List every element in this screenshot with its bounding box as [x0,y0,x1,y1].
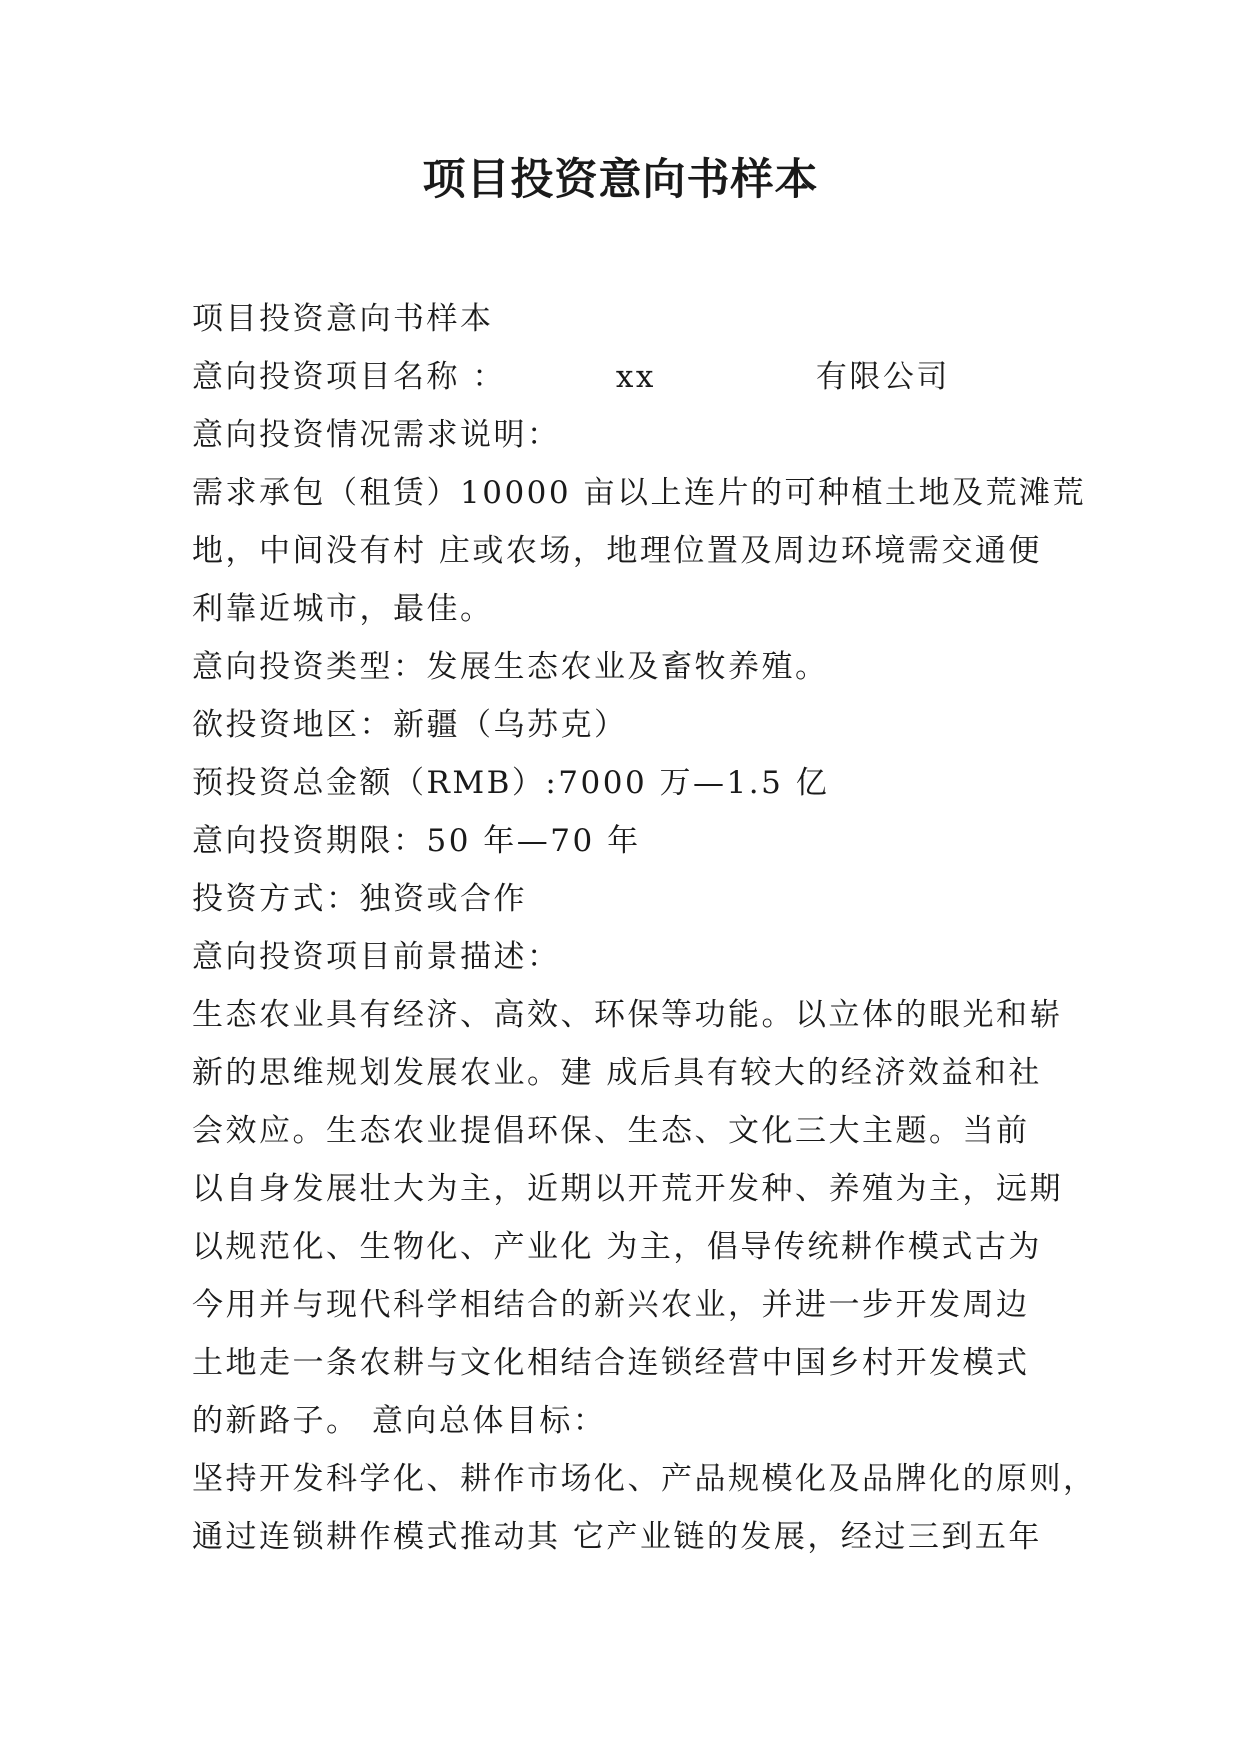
document-body [192,290,1097,1566]
paragraph-line: 预投资总金额（RMB）:7000 万—1.5 亿 [192,765,830,801]
project-name-row [192,348,1062,406]
paragraph-line: 意向投资期限：50 年—70 年 [192,823,641,859]
paragraph-line: 地，中间没有村 庄或农场，地理位置及周边环境需交通便 [192,533,1042,569]
paragraph-line: 利靠近城市，最佳。 [192,591,494,627]
paragraph-line: 通过连锁耕作模式推动其 它产业链的发展，经过三到五年 [192,1519,1042,1555]
paragraph-line: 会效应。生态农业提倡环保、生态、文化三大主题。当前 [192,1113,1030,1149]
paragraph-line: 投资方式：独资或合作 [192,881,527,917]
project-name-value: xx [615,359,656,395]
paragraph-line: 坚持开发科学化、耕作市场化、产品规模化及品牌化的原则， [192,1461,1097,1497]
paragraph-line: 今用并与现代科学相结合的新兴农业，并进一步开发周边 [192,1287,1030,1323]
project-name-suffix: 有限公司 [815,359,950,395]
paragraph-line: 以自身发展壮大为主，近期以开荒开发种、养殖为主，远期 [192,1171,1063,1207]
paragraph-line: 意向投资项目前景描述： [192,939,561,975]
paragraph-line: 土地走一条农耕与文化相结合连锁经营中国乡村开发模式 [192,1345,1030,1381]
paragraph-line: 以规范化、生物化、产业化 为主，倡导传统耕作模式古为 [192,1229,1042,1265]
paragraph-line: 新的思维规划发展农业。建 成后具有较大的经济效益和社 [192,1055,1042,1091]
paragraph-line: 项目投资意向书样本 [192,301,494,337]
paragraph-line: 意向投资情况需求说明： [192,417,561,453]
paragraph-line: 欲投资地区：新疆（乌苏克） [192,707,628,743]
document-title: 项目投资意向书样本 [422,155,819,205]
paragraph-line: 意向投资类型：发展生态农业及畜牧养殖。 [192,649,829,685]
project-name-label: 意向投资项目名称 ： [192,359,506,395]
paragraph-line: 需求承包（租赁）10000 亩以上连片的可种植土地及荒滩荒 [192,475,1086,511]
paragraph-line: 的新路子。 意向总体目标： [192,1403,607,1439]
paragraph-line: 生态农业具有经济、高效、环保等功能。以立体的眼光和崭 [192,997,1063,1033]
